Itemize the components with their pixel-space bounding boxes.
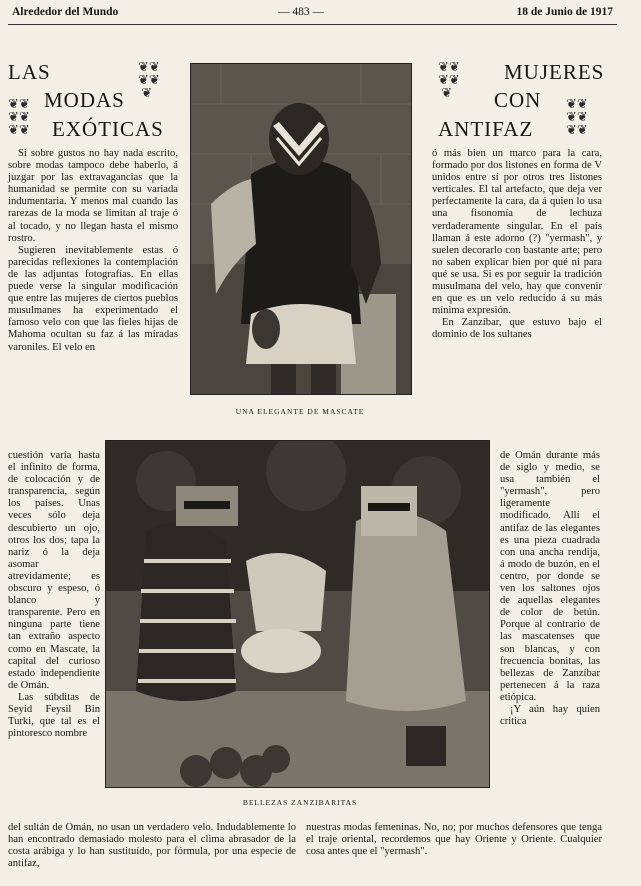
photo-bellezas-zanzibaritas (105, 440, 490, 788)
paragraph: Sugieren inevitablemente estas ó parecidas reflexiones la contemplación de las adjuntas fotografías. En ellas puede verse la singular modificación que entre las mujeres de ciertos pueblos musulmanes ha experimentado el famoso velo con que las fieles hijas de Mahoma ocultan su faz á las miradas varoniles. El velo en (8, 244, 178, 353)
floral-ornament-icon: ❦❦ ❦❦ ❦❦ (8, 96, 30, 137)
photo-elegante-mascate (190, 63, 412, 395)
photo-figures-illustration (106, 441, 489, 787)
issue-date: 18 de Junio de 1917 (516, 6, 613, 18)
paragraph: Las súbditas de Seyid Feysil Bin Turki, que tal es el pintoresco nombre (8, 691, 100, 740)
title-left-line-2: MODAS (44, 88, 125, 112)
caption-top-photo: UNA ELEGANTE DE MASCATE (235, 407, 365, 416)
running-header (8, 6, 633, 24)
article-bottom-left: del sultán de Omán, no usan un verdadero velo. Indudablemente lo han encontrado demasiado molesto para el clima abrasador de la costa arábiga y lo han sustituído, por fórmula, por una especie de antifaz, (8, 822, 296, 870)
article-bottom-right: nuestras modas femeninas. No, no; por muchos defensores que tenga el traje oriental, recordemos que hay Oriente y Oriente. Cualquier cosa antes que el "yermash". (306, 822, 602, 858)
photo-figure-illustration (191, 64, 411, 394)
article-column-2-upper (432, 148, 602, 342)
floral-ornament-icon: ❦❦ ❦❦ ❦ (438, 59, 460, 100)
header-rule (8, 24, 617, 25)
caption-bottom-photo: BELLEZAS ZANZIBARITAS (242, 798, 358, 807)
page-number: — 483 — (278, 6, 324, 18)
paragraph: Si sobre gustos no hay nada escrito, sobre modas tampoco debe haberlo, á juzgar por las extravagancias que la humanidad se permite con su variada indumentaria. Y menos mal cuando las rarezas de la moda se limitan al traje ó al tocado, y no llegan hasta el mismo rostro. (8, 148, 178, 244)
paragraph: En Zanzíbar, que estuvo bajo el dominio de los sultanes (432, 317, 602, 341)
title-right-line-1: MUJERES (504, 60, 605, 84)
article-column-1-narrow (8, 450, 100, 740)
floral-ornament-icon: ❦❦ ❦❦ ❦ (138, 59, 160, 100)
title-left-line-1: LAS (8, 60, 51, 84)
title-right-line-3: ANTIFAZ (438, 117, 534, 141)
magazine-name: Alrededor del Mundo (12, 6, 119, 18)
floral-ornament-icon: ❦❦ ❦❦ ❦❦ (566, 96, 588, 137)
paragraph: ¡Y aún hay quien critica (500, 703, 600, 728)
title-right-line-2: CON (494, 88, 542, 112)
article-column-2-narrow (500, 450, 600, 728)
article-column-1-upper (8, 148, 178, 354)
paragraph: de Omán durante más de siglo y medio, se usa también el "yermash", pero ligeramente modificado. Allí el antifaz de las elegantes es una pieza cuadrada con una ancha rendija, á modo de buzón, en el centro, por donde se ven los saltones ojos de aquellas elegantes de color de betún. Porque al contrario de las mascatenses que son blancas, y con frecuencia bonitas, las bellezas de Zanzíbar pertenecen á la raza etiópica. (500, 450, 600, 703)
paragraph: cuestión varía hasta el infinito de forma, de colocación y de transparencia, según los países. Unas veces sólo deja descubierto un ojo, otros los dos; tapa la nariz ó la deja asomar atrevidamente; es obscuro y espeso, ó blanco y transparente. Pero en ninguna parte tiene tan extraño aspecto como en Mascate, la capital del curioso estado independiente de Omán. (8, 450, 100, 691)
title-left-line-3: EXÓTICAS (52, 117, 164, 141)
paragraph: ó más bien un marco para la cara, formado por dos listones en forma de V unidos entre sí por otros tres listones verticales. El tal artefacto, que deja ver perfectamente la cara, da á quien lo usa una fisonomía de lechuza verdaderamente singular. En el país llaman á este adorno (?) "yermash", y suelen decorarlo con bastante arte; pero no saben explicar bien por qué ni para qué se usa. Si es por seguir la tradición musulmana del velo, hay que convenir en que es un velo reducido á su más mínima expresión. (432, 148, 602, 317)
